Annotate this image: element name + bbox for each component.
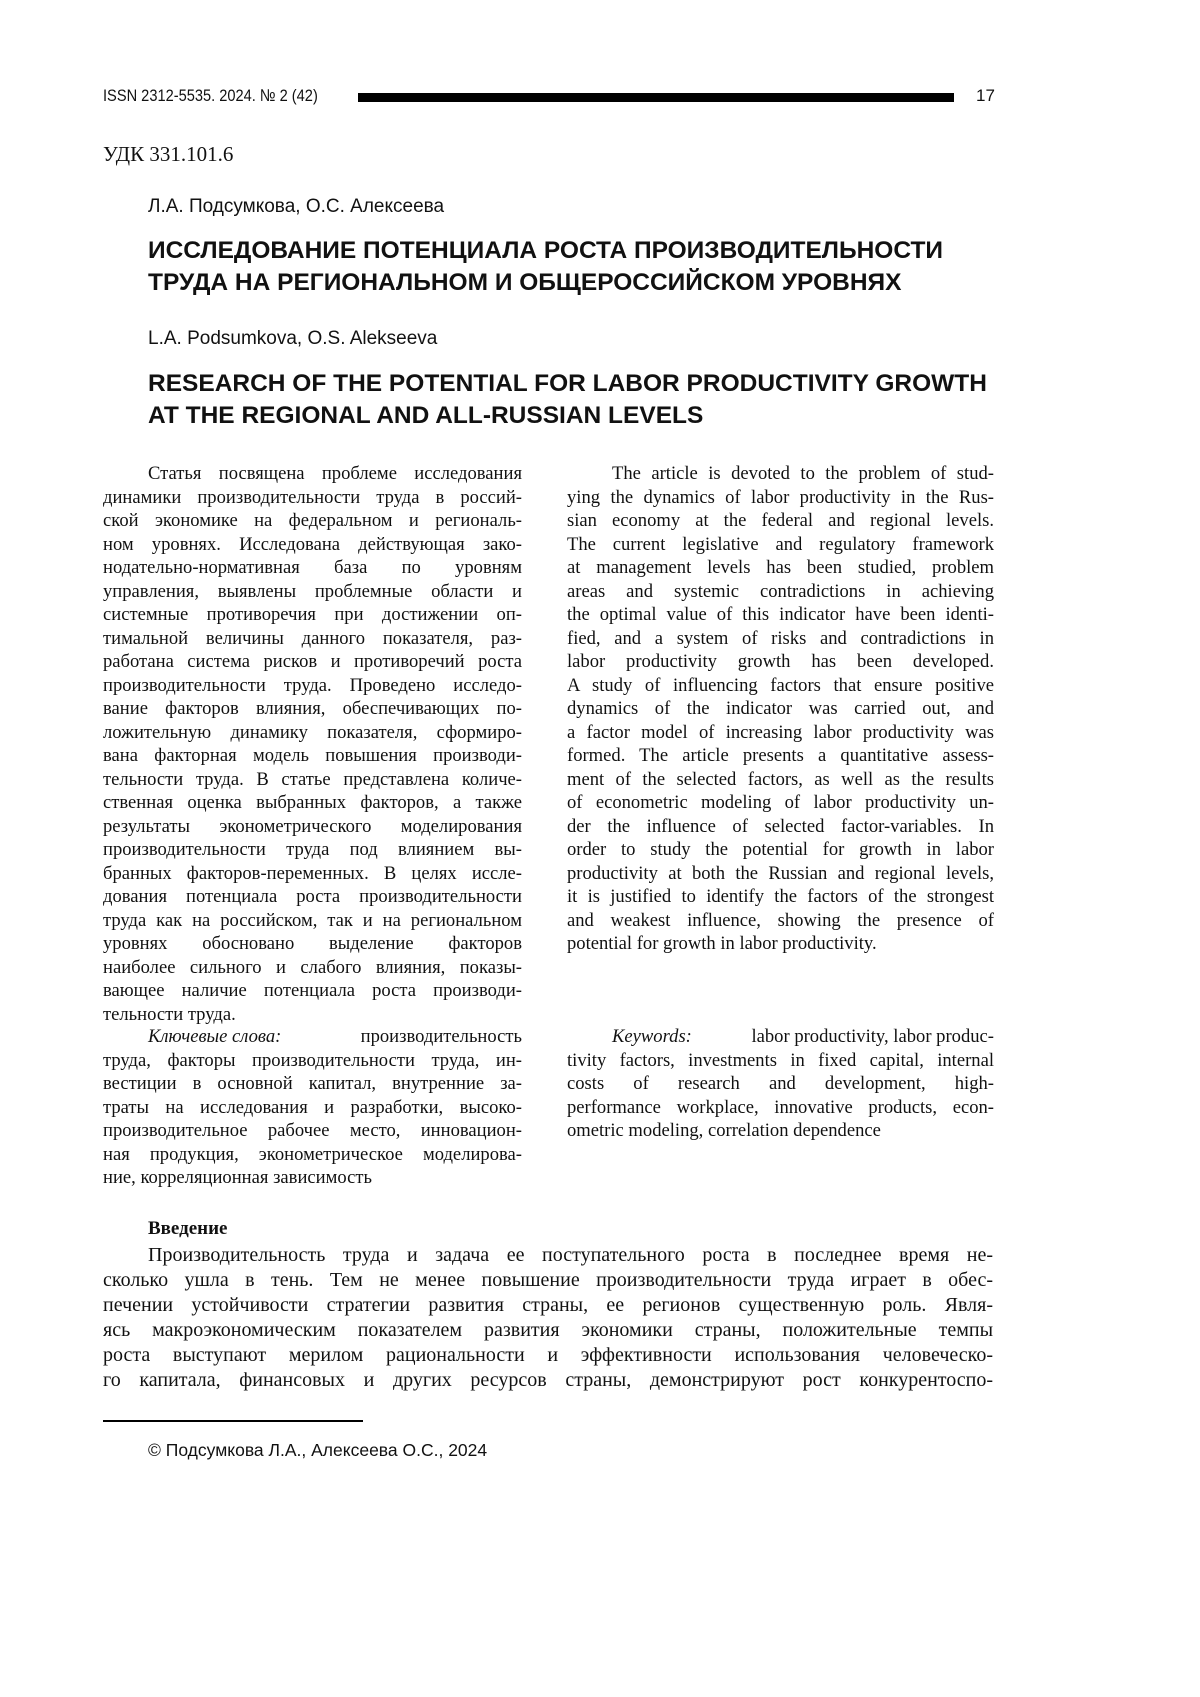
- header-rule: [358, 93, 954, 102]
- text-line: ная продукция, эконометрическое моделирова-: [103, 1143, 522, 1167]
- keywords-label: Ключевые слова:: [148, 1025, 281, 1049]
- abstract-ru: [103, 462, 522, 1026]
- text-line: управления, выявлены проблемные области и: [103, 580, 522, 604]
- text-line: вание факторов влияния, обеспечивающих по-: [103, 697, 522, 721]
- text-line: order to study the potential for growth in labor: [567, 838, 994, 862]
- text-line: at management levels has been studied, problem: [567, 556, 994, 580]
- text-line: го капитала, финансовых и других ресурсов страны, демонстрируют рост конкурентоспо-: [103, 1368, 993, 1393]
- text-line: der the influence of selected factor-variables. In: [567, 815, 994, 839]
- text-line: of econometric modeling of labor productivity un-: [567, 791, 994, 815]
- text-line: труда, факторы производительности труда, ин-: [103, 1049, 522, 1073]
- text-line: labor productivity growth has been developed.: [567, 650, 994, 674]
- keywords-text: производительность: [361, 1025, 522, 1049]
- text-line: ying the dynamics of labor productivity in the Rus-: [567, 486, 994, 510]
- text-line: [567, 1025, 994, 1049]
- text-line: вана факторная модель повышения производи-: [103, 744, 522, 768]
- text-line: ТРУДА НА РЕГИОНАЛЬНОМ И ОБЩЕРОССИЙСКОМ УРОВНЯХ: [148, 267, 1048, 299]
- text-line: The article is devoted to the problem of stud-: [567, 462, 994, 486]
- footnote-rule: [103, 1420, 363, 1422]
- text-line: динамики производительности труда в россий-: [103, 486, 522, 510]
- text-line: AT THE REGIONAL AND ALL-RUSSIAN LEVELS: [148, 400, 1048, 432]
- text-line: производительности труда. Проведено исследо-: [103, 674, 522, 698]
- text-line: ment of the selected factors, as well as the results: [567, 768, 994, 792]
- keywords-text: labor productivity, labor produc-: [751, 1025, 994, 1049]
- page-number: 17: [976, 86, 995, 106]
- keywords-ru: [103, 1025, 522, 1190]
- intro-paragraph: [103, 1243, 993, 1393]
- text-line: potential for growth in labor productivity.: [567, 932, 994, 956]
- title-en: [148, 368, 1048, 432]
- text-line: the optimal value of this indicator have been identi-: [567, 603, 994, 627]
- text-line: ской экономике на федеральном и региональ-: [103, 509, 522, 533]
- text-line: Статья посвящена проблеме исследования: [103, 462, 522, 486]
- text-line: ИССЛЕДОВАНИЕ ПОТЕНЦИАЛА РОСТА ПРОИЗВОДИТЕЛЬНОСТИ: [148, 235, 1048, 267]
- text-line: вестиции в основной капитал, внутренние за-: [103, 1072, 522, 1096]
- text-line: dynamics of the indicator was carried out, and: [567, 697, 994, 721]
- keywords-en: [567, 1025, 994, 1143]
- text-line: ние, корреляционная зависимость: [103, 1166, 522, 1190]
- text-line: ясь макроэкономическим показателем развития экономики страны, положительные темпы: [103, 1318, 993, 1343]
- text-line: производительное рабочее место, инновацион-: [103, 1119, 522, 1143]
- text-line: and weakest influence, showing the presence of: [567, 909, 994, 933]
- text-line: [103, 1025, 522, 1049]
- text-line: RESEARCH OF THE POTENTIAL FOR LABOR PRODUCTIVITY GROWTH: [148, 368, 1048, 400]
- text-line: тимальной величины данного показателя, раз-: [103, 627, 522, 651]
- text-line: sian economy at the federal and regional levels.: [567, 509, 994, 533]
- text-line: производительности труда под влиянием вы-: [103, 838, 522, 862]
- text-line: тельности труда.: [103, 1003, 522, 1027]
- text-line: наиболее сильного и слабого влияния, показы-: [103, 956, 522, 980]
- text-line: дования потенциала роста производительности: [103, 885, 522, 909]
- section-heading: Введение: [148, 1218, 228, 1240]
- text-line: результаты эконометрического моделирования: [103, 815, 522, 839]
- authors-ru: Л.А. Подсумкова, О.С. Алексеева: [148, 196, 444, 218]
- text-line: The current legislative and regulatory framework: [567, 533, 994, 557]
- text-line: уровнях обосновано выделение факторов: [103, 932, 522, 956]
- keywords-label: Keywords:: [612, 1025, 692, 1049]
- text-line: нодательно-нормативная база по уровням: [103, 556, 522, 580]
- text-line: Производительность труда и задача ее поступательного роста в последнее время не-: [103, 1243, 993, 1268]
- abstract-en: [567, 462, 994, 956]
- text-line: costs of research and development, high-: [567, 1072, 994, 1096]
- authors-en: L.A. Podsumkova, O.S. Alekseeva: [148, 328, 437, 350]
- text-line: fied, and a system of risks and contradictions in: [567, 627, 994, 651]
- text-line: тельности труда. В статье представлена количе-: [103, 768, 522, 792]
- text-line: it is justified to identify the factors of the strongest: [567, 885, 994, 909]
- title-ru: [148, 235, 1048, 299]
- text-line: труда как на российском, так и на региональном: [103, 909, 522, 933]
- text-line: ственная оценка выбранных факторов, а также: [103, 791, 522, 815]
- udk-code: УДК 331.101.6: [103, 142, 233, 167]
- text-line: бранных факторов-переменных. В целях иссле-: [103, 862, 522, 886]
- text-line: areas and systemic contradictions in achieving: [567, 580, 994, 604]
- text-line: formed. The article presents a quantitative assess-: [567, 744, 994, 768]
- text-line: A study of influencing factors that ensure positive: [567, 674, 994, 698]
- text-line: ometric modeling, correlation dependence: [567, 1119, 994, 1143]
- text-line: сколько ушла в тень. Тем не менее повышение производительности труда играет в обес-: [103, 1268, 993, 1293]
- text-line: ном уровнях. Исследована действующая зако-: [103, 533, 522, 557]
- text-line: tivity factors, investments in fixed capital, internal: [567, 1049, 994, 1073]
- text-line: системные противоречия при достижении оп-: [103, 603, 522, 627]
- text-line: вающее наличие потенциала роста производи-: [103, 979, 522, 1003]
- text-line: роста выступают мерилом рациональности и эффективности использования человеческо-: [103, 1343, 993, 1368]
- text-line: productivity at both the Russian and regional levels,: [567, 862, 994, 886]
- text-line: ложительную динамику показателя, сформиро-: [103, 721, 522, 745]
- text-line: печении устойчивости стратегии развития страны, ее регионов существенную роль. Явля-: [103, 1293, 993, 1318]
- copyright-note: © Подсумкова Л.А., Алексеева О.С., 2024: [148, 1440, 487, 1461]
- text-line: performance workplace, innovative products, econ-: [567, 1096, 994, 1120]
- text-line: a factor model of increasing labor productivity was: [567, 721, 994, 745]
- journal-issn: ISSN 2312-5535. 2024. № 2 (42): [103, 86, 318, 106]
- text-line: работана система рисков и противоречий роста: [103, 650, 522, 674]
- text-line: траты на исследования и разработки, высоко-: [103, 1096, 522, 1120]
